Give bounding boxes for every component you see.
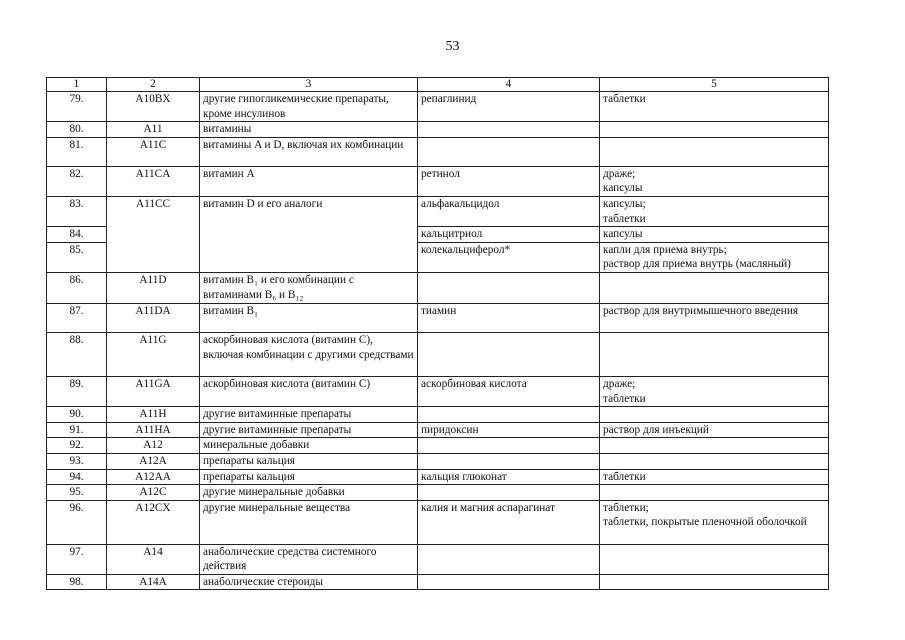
drug-name-cell [418, 332, 600, 376]
drug-name-cell: пиридоксин [418, 422, 600, 438]
table-row [47, 196, 829, 226]
row-number-cell: 91. [47, 422, 107, 438]
atc-code-cell: A14 [107, 544, 200, 574]
row-number-cell: 84. [47, 227, 107, 243]
dosage-form-cell [600, 137, 829, 166]
drug-name-cell: колекальциферол* [418, 242, 600, 272]
row-number-cell: 79. [47, 92, 107, 122]
atc-code-cell: A11CA [107, 166, 200, 196]
row-number-cell: 81. [47, 137, 107, 166]
drug-name-cell: альфакальцидол [418, 196, 600, 226]
table-row [47, 485, 829, 501]
header-cell: 2 [107, 78, 200, 92]
group-name-cell: аскорбиновая кислота (витамин C) [200, 376, 418, 406]
dosage-form-cell: таблетки; таблетки, покрытые пленочной оболочкой [600, 500, 829, 544]
atc-code-cell: A11G [107, 332, 200, 376]
group-name-cell: аскорбиновая кислота (витамин C), включая комбинации с другими средствами [200, 332, 418, 376]
header-cell: 3 [200, 78, 418, 92]
group-name-cell: минеральные добавки [200, 438, 418, 454]
table-row [47, 376, 829, 406]
dosage-form-cell: таблетки [600, 469, 829, 485]
header-cell: 5 [600, 78, 829, 92]
drug-name-cell: калия и магния аспарагинат [418, 500, 600, 544]
drug-name-cell [418, 438, 600, 454]
table-row [47, 574, 829, 590]
drug-name-cell [418, 122, 600, 138]
dosage-form-cell: раствор для внутримышечного введения [600, 303, 829, 332]
atc-code-cell: A11H [107, 407, 200, 423]
dosage-form-cell: капсулы [600, 227, 829, 243]
row-number-cell: 80. [47, 122, 107, 138]
group-name-cell: витамины A и D, включая их комбинации [200, 137, 418, 166]
atc-code-cell: A10BX [107, 92, 200, 122]
drug-name-cell [418, 485, 600, 501]
drug-name-cell: кальцитриол [418, 227, 600, 243]
drug-name-cell: кальция глюконат [418, 469, 600, 485]
table-row [47, 137, 829, 166]
dosage-form-cell [600, 574, 829, 590]
table-row [47, 544, 829, 574]
drug-name-cell [418, 272, 600, 303]
atc-code-cell: A11D [107, 272, 200, 303]
row-number-cell: 98. [47, 574, 107, 590]
table-row [47, 422, 829, 438]
atc-code-cell: A12C [107, 485, 200, 501]
dosage-form-cell [600, 485, 829, 501]
group-name-cell: другие гипогликемические препараты, кроме инсулинов [200, 92, 418, 122]
dosage-form-cell [600, 453, 829, 469]
table-row [47, 500, 829, 544]
drug-name-cell: ретинол [418, 166, 600, 196]
atc-code-cell: A12CX [107, 500, 200, 544]
atc-code-cell: A11GA [107, 376, 200, 406]
dosage-form-cell: капли для приема внутрь; раствор для приема внутрь (масляный) [600, 242, 829, 272]
drug-name-cell [418, 544, 600, 574]
dosage-form-cell [600, 272, 829, 303]
group-name-cell: другие минеральные добавки [200, 485, 418, 501]
row-number-cell: 85. [47, 242, 107, 272]
dosage-form-cell: капсулы; таблетки [600, 196, 829, 226]
group-name-cell: витамин D и его аналоги [200, 196, 418, 272]
dosage-form-cell: драже; таблетки [600, 376, 829, 406]
medicines-table [46, 77, 829, 590]
atc-code-cell: A14A [107, 574, 200, 590]
atc-code-cell: A11HA [107, 422, 200, 438]
dosage-form-cell [600, 407, 829, 423]
row-number-cell: 90. [47, 407, 107, 423]
group-name-cell: витамин B₁ [200, 303, 418, 332]
drug-name-cell [418, 574, 600, 590]
table-row [47, 407, 829, 423]
atc-code-cell: A11CC [107, 196, 200, 272]
header-cell: 4 [418, 78, 600, 92]
table-row [47, 332, 829, 376]
header-cell: 1 [47, 78, 107, 92]
atc-code-cell: A12A [107, 453, 200, 469]
row-number-cell: 86. [47, 272, 107, 303]
row-number-cell: 88. [47, 332, 107, 376]
row-number-cell: 97. [47, 544, 107, 574]
group-name-cell: другие витаминные препараты [200, 407, 418, 423]
row-number-cell: 89. [47, 376, 107, 406]
dosage-form-cell: раствор для инъекций [600, 422, 829, 438]
group-name-cell: препараты кальция [200, 469, 418, 485]
table-row [47, 92, 829, 122]
table-row [47, 272, 829, 303]
drug-name-cell: аскорбиновая кислота [418, 376, 600, 406]
atc-code-cell: A11 [107, 122, 200, 138]
group-name-cell: анаболические средства системного действия [200, 544, 418, 574]
atc-code-cell: A12AA [107, 469, 200, 485]
row-number-cell: 87. [47, 303, 107, 332]
group-name-cell: препараты кальция [200, 453, 418, 469]
table-row [47, 469, 829, 485]
table-row [47, 453, 829, 469]
row-number-cell: 95. [47, 485, 107, 501]
drug-name-cell [418, 137, 600, 166]
dosage-form-cell [600, 544, 829, 574]
table-row [47, 166, 829, 196]
dosage-form-cell: таблетки [600, 92, 829, 122]
group-name-cell: витамины [200, 122, 418, 138]
drug-name-cell: репаглинид [418, 92, 600, 122]
page-number: 53 [445, 39, 460, 54]
drug-name-cell: тиамин [418, 303, 600, 332]
dosage-form-cell [600, 438, 829, 454]
drug-name-cell [418, 407, 600, 423]
row-number-cell: 82. [47, 166, 107, 196]
table-row [47, 122, 829, 138]
group-name-cell: витамин A [200, 166, 418, 196]
group-name-cell: другие витаминные препараты [200, 422, 418, 438]
dosage-form-cell [600, 122, 829, 138]
row-number-cell: 96. [47, 500, 107, 544]
table-header-row [47, 78, 829, 92]
row-number-cell: 92. [47, 438, 107, 454]
group-name-cell: витамин B₁ и его комбинации с витаминами B₆ и B₁₂ [200, 272, 418, 303]
group-name-cell: анаболические стероиды [200, 574, 418, 590]
atc-code-cell: A11C [107, 137, 200, 166]
group-name-cell: другие минеральные вещества [200, 500, 418, 544]
row-number-cell: 94. [47, 469, 107, 485]
row-number-cell: 83. [47, 196, 107, 226]
atc-code-cell: A11DA [107, 303, 200, 332]
drug-name-cell [418, 453, 600, 469]
row-number-cell: 93. [47, 453, 107, 469]
dosage-form-cell [600, 332, 829, 376]
table-row [47, 438, 829, 454]
table-row [47, 303, 829, 332]
dosage-form-cell: драже; капсулы [600, 166, 829, 196]
atc-code-cell: A12 [107, 438, 200, 454]
